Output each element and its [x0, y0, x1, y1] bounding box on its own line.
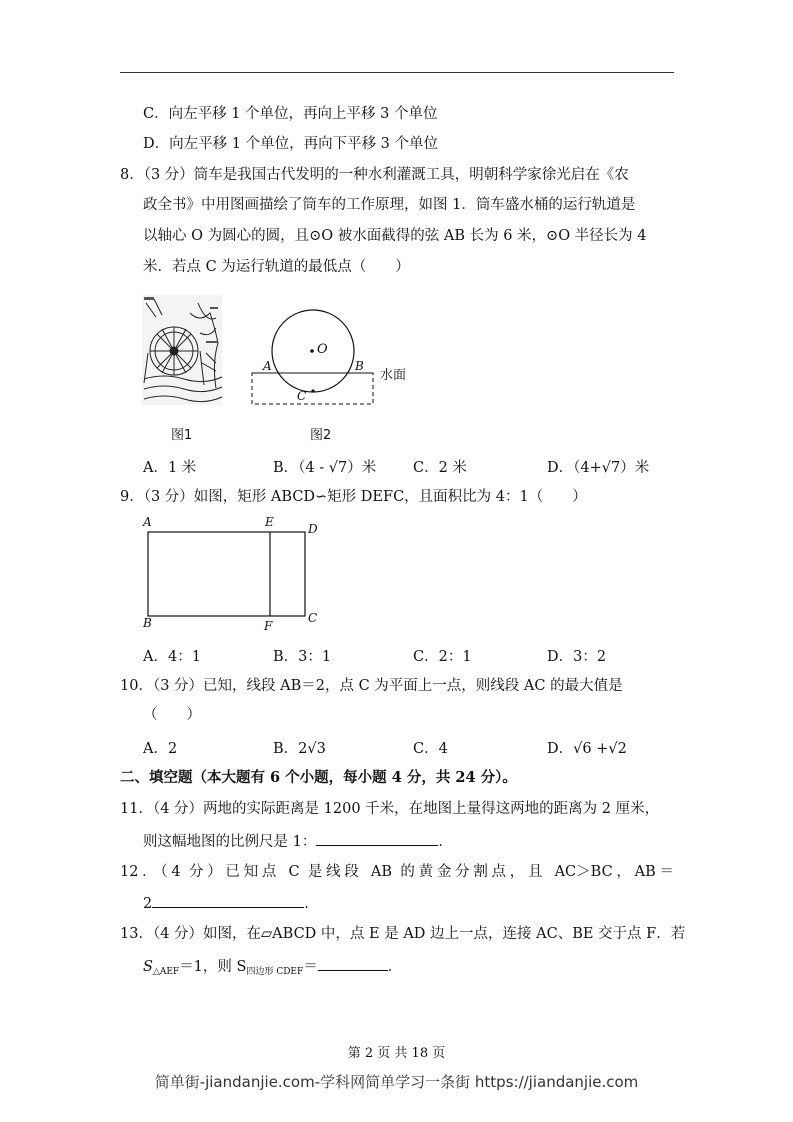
q13-subscript-quad: 四边形 CDEF [246, 967, 304, 977]
rectangle-diagram [144, 528, 310, 620]
q13-equals: ＝ [303, 959, 318, 975]
label-c: C [297, 389, 307, 403]
page-number: 第 2 页 共 18 页 [347, 1046, 446, 1061]
q9-stem: 9．（3 分）如图，矩形 ABCD∽矩形 DEFC，且面积比为 4：1（ ） [120, 489, 587, 505]
q12-period: ． [304, 896, 319, 912]
q12-stem-line2 [143, 893, 319, 914]
q9-option-d: D．3：2 [547, 649, 607, 665]
q8-option-c: C．2 米 [413, 460, 467, 476]
q9-option-b: B．3：1 [273, 649, 332, 665]
q10-option-c: C．4 [413, 741, 448, 757]
label-c: C [308, 611, 318, 625]
label-a: A [143, 515, 152, 529]
q8-stem-line1: 8．（3 分）筒车是我国古代发明的一种水利灌溉工具，明朝科学家徐光启在《农 [120, 167, 629, 183]
waterwheel-illustration [140, 293, 224, 407]
q11-period: ． [438, 834, 453, 850]
q8-stem-line2: 政全书》中用图画描绘了筒车的工作原理，如图 1．筒车盛水桶的运行轨道是 [143, 197, 636, 213]
q13-mid-text: ＝1，则 S [179, 959, 247, 975]
q8-stem-line4: 米．若点 C 为运行轨道的最低点（ ） [143, 259, 410, 275]
q10-stem-line1: 10．（3 分）已知，线段 AB＝2，点 C 为平面上一点，则线段 AC 的最大值是 [120, 678, 623, 694]
q10-option-d: D．√6 +√2 [547, 741, 627, 757]
q10-option-b: B．2√3 [273, 741, 326, 757]
q8-stem-line3: 以轴心 O 为圆心的圆，且⊙O 被水面截得的弦 AB 长为 6 米，⊙O 半径长为 4 [143, 228, 647, 244]
q13-area-symbol: S [143, 959, 153, 975]
q8-option-d: D．（4+√7）米 [547, 460, 650, 476]
label-e: E [265, 515, 274, 529]
q12-value: 2 [143, 896, 153, 912]
label-b: B [143, 616, 152, 630]
label-a: A [263, 359, 272, 373]
q8-option-b: B．（4 - √7）米 [273, 460, 377, 476]
q13-stem-line1: 13．（4 分）如图，在▱ABCD 中，点 E 是 AD 边上一点，连接 AC、BE 交于点 F．若 [120, 926, 686, 942]
fig1-caption: 图1 [171, 428, 193, 443]
fig2-caption: 图2 [310, 428, 332, 443]
water-surface-label: 水面 [380, 368, 407, 383]
q7-option-d: D．向左平移 1 个单位，再向下平移 3 个单位 [143, 136, 439, 152]
header-rule [120, 72, 674, 73]
q11-stem-line2 [143, 831, 453, 852]
label-o: O [317, 342, 328, 357]
q13-stem-line2 [143, 956, 402, 982]
q9-option-a: A．4：1 [143, 649, 201, 665]
q11-prompt: 则这幅地图的比例尺是 1： [143, 834, 317, 850]
q10-option-a: A．2 [143, 741, 178, 757]
q13-answer-blank[interactable] [318, 956, 388, 971]
circle-water-diagram [248, 305, 388, 410]
q13-subscript-triangle: △AEF [152, 967, 180, 977]
q10-stem-line2: （ ） [143, 707, 201, 723]
q12-answer-blank[interactable] [152, 893, 304, 908]
site-watermark: 简单街-jiandanjie.com-学科网简单学习一条街 https://jiandanjie.com [154, 1073, 639, 1091]
label-d: D [308, 522, 318, 536]
q13-period: ． [387, 959, 403, 975]
q9-option-c: C．2：1 [413, 649, 472, 665]
q8-option-a: A．1 米 [143, 460, 197, 476]
section-heading: 二、填空题（本大题有 6 个小题，每小题 4 分，共 24 分）。 [120, 769, 517, 786]
label-b: B [355, 359, 364, 373]
q7-option-c: C．向左平移 1 个单位，再向上平移 3 个单位 [143, 106, 438, 122]
label-f: F [264, 619, 273, 633]
q11-stem-line1: 11．（4 分）两地的实际距离是 1200 千米，在地图上量得这两地的距离为 2 厘米， [120, 801, 660, 817]
q11-answer-blank[interactable] [316, 831, 438, 846]
q12-stem-line1: 12．（4 分）已知点 C 是线段 AB 的黄金分割点，且 AC＞BC，AB＝ [120, 864, 674, 880]
